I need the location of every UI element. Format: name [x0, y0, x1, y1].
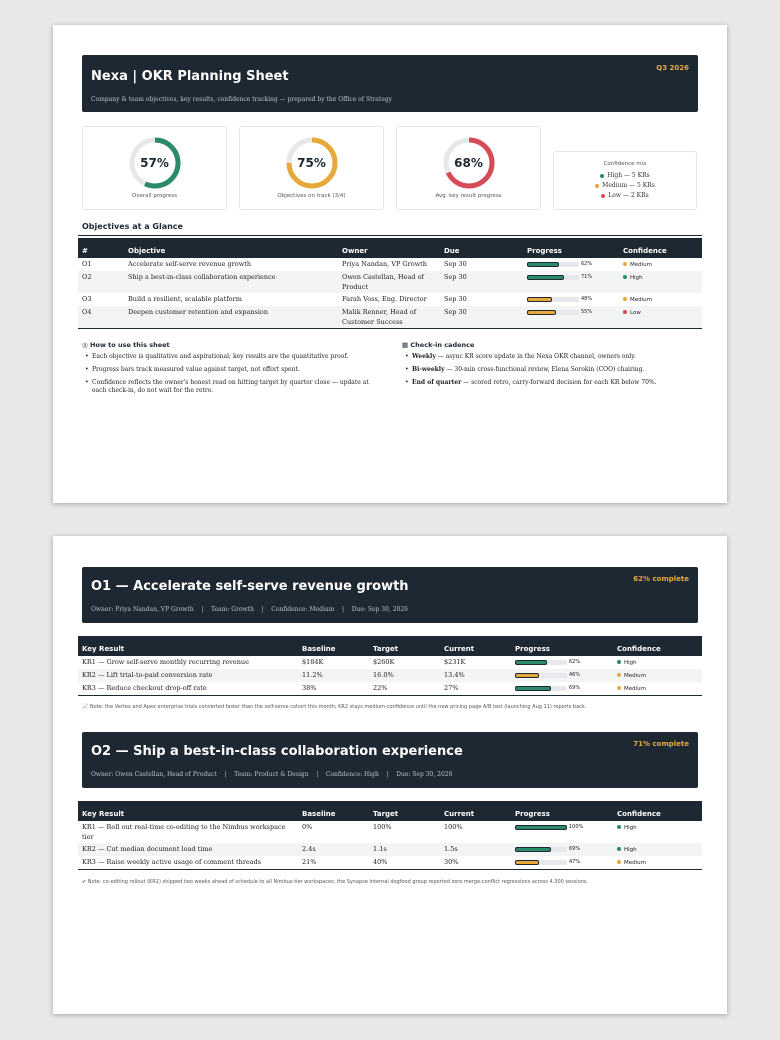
- progress-bar: [515, 660, 567, 665]
- calendar-icon: ▦: [402, 341, 411, 349]
- progress-fill: [527, 275, 564, 280]
- objective-due: Sep 30: [440, 271, 523, 293]
- kr-baseline: 21%: [298, 856, 369, 870]
- objective-name: Ship a best-in-class collaboration experience: [124, 271, 338, 293]
- progress-bar: [515, 860, 567, 865]
- cadence-section: [402, 341, 698, 392]
- column-header: Key Result: [78, 801, 298, 821]
- objective-note: [82, 704, 586, 710]
- progress-fill: [527, 297, 552, 302]
- objective-name: Build a resilient, scalable platform: [128, 295, 242, 303]
- kr-target: 40%: [369, 856, 440, 870]
- progress-label: 46%: [569, 672, 581, 678]
- confidence-dot-icon: [617, 825, 621, 829]
- column-header: Confidence: [619, 238, 702, 258]
- progress-fill: [515, 686, 551, 691]
- progress-label: 55%: [581, 309, 593, 315]
- progress-bar: [515, 673, 567, 678]
- confidence-dot-icon: [623, 262, 627, 266]
- objective-id: O4: [78, 306, 124, 329]
- page-title: Nexa | OKR Planning Sheet: [91, 69, 289, 84]
- kr-name: KR3 — Raise weekly active usage of comment threads: [78, 856, 298, 870]
- progress-cell: [523, 258, 619, 271]
- table-header-row: [78, 636, 702, 656]
- table-row: [78, 271, 702, 293]
- table-header-row: [78, 801, 702, 821]
- progress-bar: [515, 825, 567, 830]
- column-header: Progress: [511, 801, 613, 821]
- kr-current: 27%: [440, 682, 511, 696]
- confidence-cell: [613, 682, 702, 696]
- column-header: Confidence: [613, 801, 702, 821]
- objective-due: Sep 30: [444, 260, 467, 268]
- kr-name: KR1 — Grow self-serve monthly recurring revenue: [82, 658, 249, 666]
- kr-name: KR3 — Reduce checkout drop-off rate: [78, 682, 298, 696]
- confidence-mix-label: Low — 2 KRs: [608, 192, 649, 199]
- page-1: [53, 25, 727, 503]
- progress-cell: [511, 682, 613, 696]
- confidence-mix-high: [554, 172, 696, 179]
- progress-label: 100%: [569, 824, 584, 830]
- cadence-term: Bi-weekly: [412, 366, 445, 373]
- progress-label: 71%: [581, 274, 593, 280]
- note-text: Note: the Vertex and Apex enterprise trials converted faster than the self-serve cohort this month; KR2 stays medium-confidence until the new pricing page A/B test (launching Aug 11) reports back.: [89, 704, 587, 710]
- objective-meta: Owner: Owen Castellan, Head of Product | Team: Product & Design | Confidence: High | Due: Sep 30, 2026: [91, 771, 453, 778]
- progress-cell: [511, 821, 613, 843]
- objective-due: Sep 30: [440, 306, 523, 329]
- table-row: [78, 682, 702, 696]
- objective-owner: Farah Voss, Eng. Director: [342, 295, 427, 303]
- cadence-text: — scored retro, carry-forward decision for each KR below 70%.: [461, 379, 657, 386]
- kr-table-o2: [78, 801, 702, 870]
- column-header: Owner: [338, 238, 440, 258]
- objective-banner: [82, 732, 698, 788]
- kr-target: 1.1s: [369, 843, 440, 856]
- progress-fill: [515, 847, 551, 852]
- confidence-label: Medium: [630, 297, 652, 303]
- confidence-label: Low: [630, 310, 641, 316]
- kpi-label: Avg. key result progress: [435, 193, 502, 199]
- kpi-label: Objectives on track (3/4): [277, 193, 346, 199]
- header-banner: [82, 55, 698, 112]
- table-row: [78, 821, 702, 843]
- objective-name: Accelerate self-serve revenue growth: [128, 260, 252, 268]
- column-header: Key Result: [78, 636, 298, 656]
- glance-heading: Objectives at a Glance: [82, 222, 183, 231]
- column-header: Confidence: [613, 636, 702, 656]
- confidence-cell: [613, 669, 702, 682]
- objective-title: O2 — Ship a best-in-class collaboration experience: [91, 744, 463, 759]
- objective-banner: [82, 567, 698, 623]
- progress-fill: [515, 673, 539, 678]
- progress-cell: [511, 856, 613, 870]
- kr-current: 30%: [440, 856, 511, 870]
- progress-bar: [515, 686, 567, 691]
- column-header: Baseline: [298, 801, 369, 821]
- kr-name: KR2 — Cut median document load time: [78, 843, 298, 856]
- kr-name: KR2 — Lift trial-to-paid conversion rate: [78, 669, 298, 682]
- kr-table-o1: [78, 636, 702, 696]
- cadence-term: End of quarter: [412, 379, 462, 386]
- confidence-mix-label: High — 5 KRs: [607, 172, 650, 179]
- progress-fill: [515, 660, 547, 665]
- kpi-value: 57%: [140, 156, 169, 170]
- how-to-section: [82, 341, 382, 400]
- chart-icon: 📈: [82, 704, 90, 710]
- objective-id: O1: [82, 260, 92, 268]
- column-header: Current: [440, 636, 511, 656]
- list-item: [402, 379, 698, 387]
- list-item: [402, 353, 698, 361]
- confidence-label: Medium: [624, 860, 646, 866]
- table-row: [78, 293, 702, 306]
- confidence-label: High: [624, 847, 637, 853]
- cadence-heading: [402, 341, 698, 349]
- confidence-cell: [619, 306, 702, 329]
- confidence-dot-icon: [617, 860, 621, 864]
- divider: [78, 235, 702, 236]
- progress-bar: [527, 310, 579, 315]
- kr-baseline: 2.4s: [298, 843, 369, 856]
- table-row: [78, 856, 702, 870]
- objectives-table: [78, 238, 702, 329]
- cadence-text: — 30-min cross-functional review, Elena Sorokin (COO) chairing.: [444, 366, 645, 373]
- progress-fill: [527, 310, 556, 315]
- kr-target: 16.0%: [369, 669, 440, 682]
- kr-baseline: 11.2%: [298, 669, 369, 682]
- confidence-dot-icon: [617, 847, 621, 851]
- progress-bar: [527, 275, 579, 280]
- progress-cell: [523, 306, 619, 329]
- confidence-cell: [613, 656, 702, 669]
- kpi-card-kr-progress: [396, 126, 541, 210]
- target-icon: ◎: [82, 341, 90, 349]
- confidence-cell: [619, 258, 702, 271]
- confidence-dot-icon: [617, 673, 621, 677]
- objective-title: O1 — Accelerate self-serve revenue growth: [91, 579, 409, 594]
- cadence-term: Weekly: [412, 353, 436, 360]
- list-item: [402, 366, 698, 374]
- progress-bar: [515, 847, 567, 852]
- column-header: Target: [369, 801, 440, 821]
- kr-baseline: 38%: [298, 682, 369, 696]
- kr-current: $231K: [444, 658, 466, 666]
- kr-target: $260K: [373, 658, 395, 666]
- column-header: Target: [369, 636, 440, 656]
- table-row: [78, 669, 702, 682]
- column-header: #: [78, 238, 124, 258]
- kr-name: KR1 — Roll out real-time co-editing to the Nimbus workspace tier: [82, 823, 286, 841]
- progress-bar: [527, 297, 579, 302]
- confidence-label: High: [624, 660, 637, 666]
- kr-baseline: 0%: [302, 823, 313, 831]
- column-header: Due: [440, 238, 523, 258]
- objective-complete: 71% complete: [633, 740, 689, 748]
- confidence-dot-icon: [623, 297, 627, 301]
- column-header: Baseline: [298, 636, 369, 656]
- objective-note: [82, 879, 588, 885]
- page-2: [53, 536, 727, 1014]
- progress-fill: [515, 825, 567, 830]
- progress-fill: [515, 860, 539, 865]
- column-header: Current: [440, 801, 511, 821]
- progress-cell: [511, 843, 613, 856]
- kpi-value: 68%: [454, 156, 483, 170]
- objective-meta: Owner: Priya Nandan, VP Growth | Team: Growth | Confidence: Medium | Due: Sep 30, 2026: [91, 606, 408, 613]
- cadence-text: — async KR score update in the Nexa OKR channel, owners only.: [435, 353, 636, 360]
- confidence-label: Medium: [624, 673, 646, 679]
- confidence-cell: [619, 271, 702, 293]
- confidence-cell: [613, 856, 702, 870]
- note-text: Note: co-editing rollout (KR1) shipped two weeks ahead of schedule to all Nimbus-tier workspaces; the Synapse internal dogfood group reported zero merge-conflict regressions across 4,300 sessions.: [87, 879, 589, 885]
- quarter-tag: Q3 2026: [656, 64, 689, 72]
- confidence-mix-heading: Confidence mix: [603, 161, 647, 167]
- objective-owner: Priya Nandan, VP Growth: [342, 260, 427, 268]
- column-header: Objective: [124, 238, 338, 258]
- progress-cell: [523, 293, 619, 306]
- confidence-label: Medium: [630, 262, 652, 268]
- confidence-label: High: [630, 275, 643, 281]
- progress-cell: [511, 656, 613, 669]
- objective-complete: 62% complete: [633, 575, 689, 583]
- table-row: [78, 843, 702, 856]
- kr-target: 22%: [369, 682, 440, 696]
- amber-dot-icon: [595, 184, 599, 188]
- progress-label: 48%: [581, 296, 593, 302]
- list-item: • Each objective is qualitative and aspirational; key results are the quantitative proof.: [82, 353, 382, 361]
- confidence-dot-icon: [623, 310, 627, 314]
- kpi-card-overall: [82, 126, 227, 210]
- objective-id: O2: [78, 271, 124, 293]
- kpi-card-on-track: [239, 126, 384, 210]
- progress-label: 47%: [569, 859, 581, 865]
- how-to-title: How to use this sheet: [89, 341, 170, 349]
- progress-cell: [523, 271, 619, 293]
- table-header-row: [78, 238, 702, 258]
- kr-target: 100%: [373, 823, 392, 831]
- objective-id: O3: [82, 295, 92, 303]
- objective-due: Sep 30: [444, 295, 467, 303]
- progress-bar: [527, 262, 579, 267]
- table-row: [78, 306, 702, 329]
- confidence-cell: [619, 293, 702, 306]
- objective-owner: Malik Renner, Head of Customer Success: [338, 306, 440, 329]
- progress-label: 69%: [569, 846, 581, 852]
- red-dot-icon: [601, 194, 605, 198]
- confidence-label: Medium: [624, 686, 646, 692]
- kr-current: 100%: [444, 823, 463, 831]
- how-to-heading: [82, 341, 382, 349]
- kr-baseline: $184K: [302, 658, 324, 666]
- progress-label: 62%: [569, 659, 581, 665]
- objective-owner: Owen Castellan, Head of Product: [338, 271, 440, 293]
- confidence-mix-card: [553, 151, 697, 210]
- list-item: • Progress bars track measured value against target, not effort spent.: [82, 366, 382, 374]
- progress-label: 62%: [581, 261, 593, 267]
- table-row: [78, 258, 702, 271]
- column-header: Progress: [511, 636, 613, 656]
- kr-current: 1.5s: [440, 843, 511, 856]
- progress-fill: [527, 262, 559, 267]
- progress-cell: [511, 669, 613, 682]
- cadence-title: Check-in cadence: [410, 341, 475, 349]
- confidence-mix-low: [554, 192, 696, 199]
- table-row: [78, 656, 702, 669]
- list-item: • Confidence reflects the owner's honest read on hitting target by quarter close — update at each check-in, do not wait for the retro.: [82, 379, 382, 395]
- check-circle-icon: ✔: [82, 879, 88, 885]
- confidence-mix-label: Medium — 5 KRs: [602, 182, 655, 189]
- confidence-label: High: [624, 825, 637, 831]
- confidence-dot-icon: [617, 660, 621, 664]
- column-header: Progress: [523, 238, 619, 258]
- kr-current: 13.4%: [440, 669, 511, 682]
- confidence-cell: [613, 843, 702, 856]
- confidence-cell: [613, 821, 702, 843]
- kpi-label: Overall progress: [131, 193, 178, 199]
- progress-label: 69%: [569, 685, 581, 691]
- confidence-dot-icon: [623, 275, 627, 279]
- confidence-dot-icon: [617, 686, 621, 690]
- green-dot-icon: [600, 174, 604, 178]
- objective-name: Deepen customer retention and expansion: [124, 306, 338, 329]
- kpi-value: 75%: [297, 156, 326, 170]
- header-subtitle: Company & team objectives, key results, confidence tracking — prepared by the Office of Strategy: [91, 96, 393, 103]
- confidence-mix-medium: [554, 182, 696, 189]
